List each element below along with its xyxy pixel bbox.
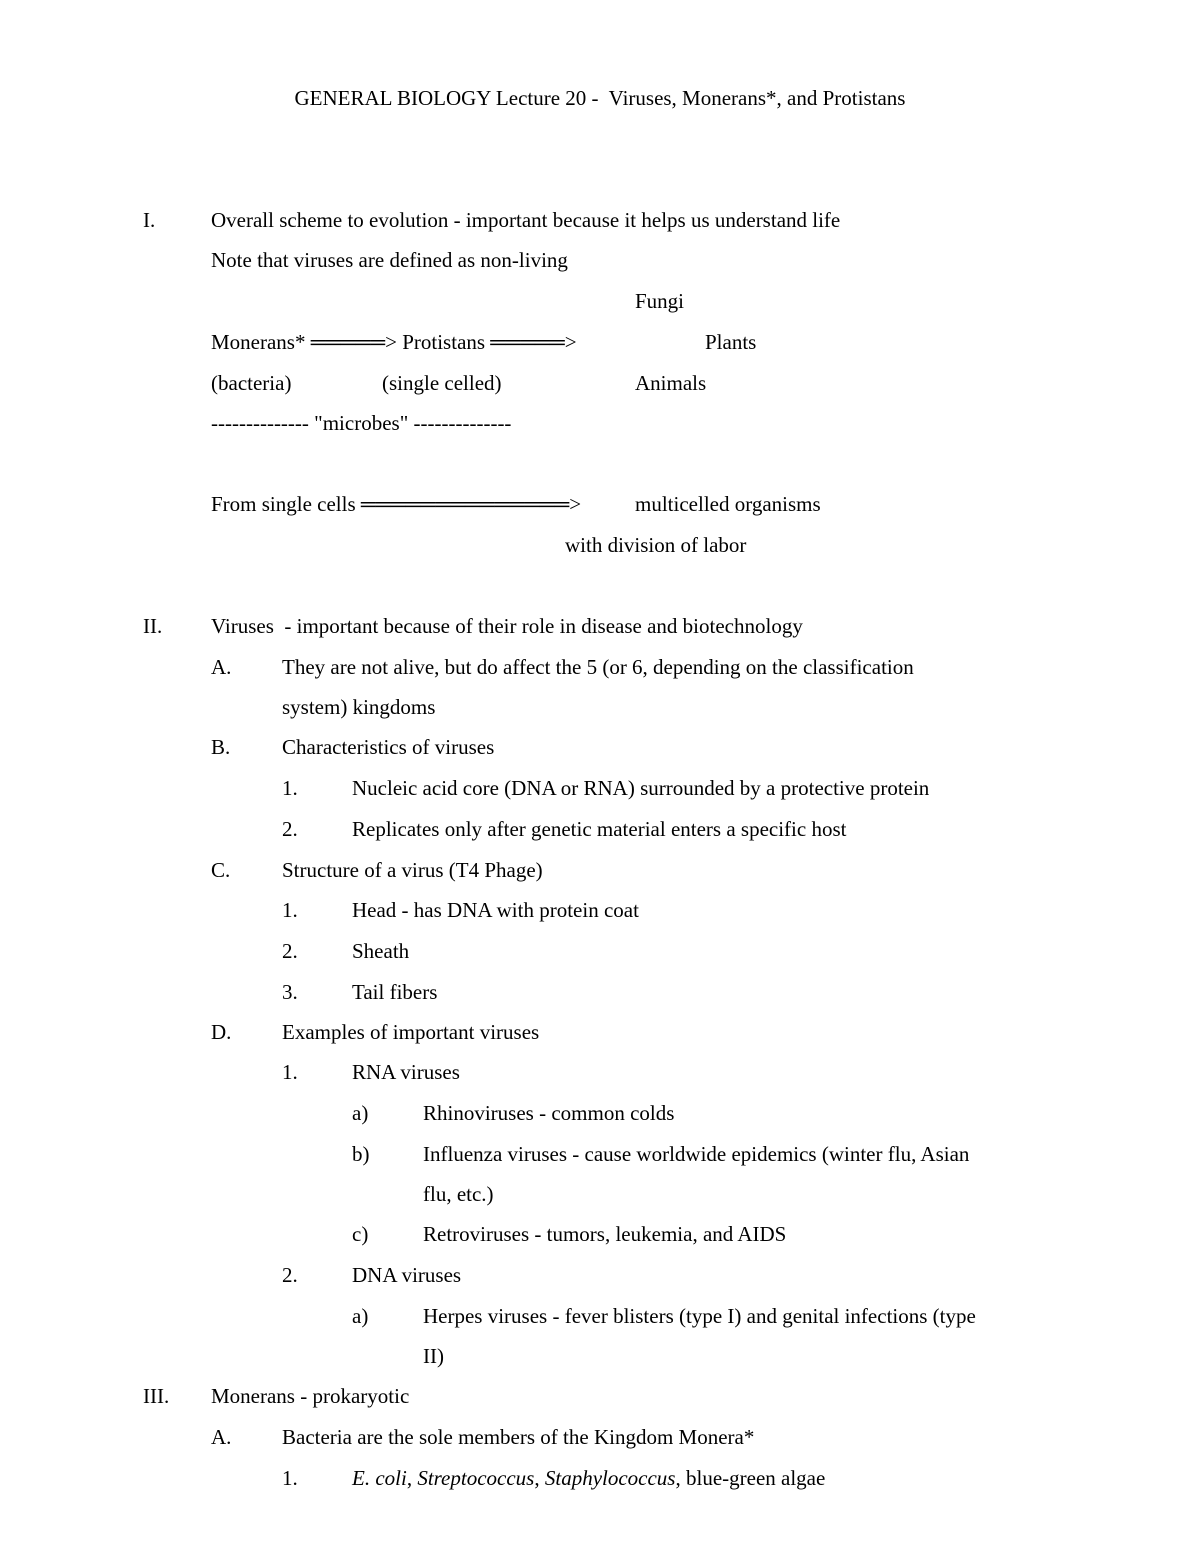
- diagram-plants: Plants: [705, 330, 757, 354]
- outline-label: A.: [211, 655, 232, 679]
- sublist-item: flu, etc.): [423, 1182, 494, 1206]
- list-item-rest: , blue-green algae: [675, 1466, 826, 1490]
- outline-text: They are not alive, but do affect the 5 (or 6, depending on the classification: [282, 655, 914, 679]
- diagram-from-single-cells: From single cells ══════════════>: [211, 492, 582, 516]
- list-item: Head - has DNA with protein coat: [352, 898, 639, 922]
- diagram-fungi: Fungi: [635, 289, 685, 313]
- outline-label: B.: [211, 735, 231, 759]
- outline-text: Examples of important viruses: [282, 1020, 540, 1044]
- section-number: I.: [143, 208, 156, 232]
- list-number: 1.: [282, 1466, 298, 1490]
- sublist-item: Retroviruses - tumors, leukemia, and AIDS: [423, 1222, 787, 1246]
- diagram-division-of-labor: with division of labor: [565, 533, 747, 557]
- separator: ,: [534, 1466, 545, 1490]
- diagram-animals: Animals: [635, 371, 707, 395]
- sublist-item: Herpes viruses - fever blisters (type I) and genital infections (type: [423, 1304, 976, 1328]
- page-title: GENERAL BIOLOGY Lecture 20 - Viruses, Monerans*, and Protistans: [294, 86, 906, 110]
- list-item: Tail fibers: [352, 980, 438, 1004]
- section-heading: Viruses - important because of their role in disease and biotechnology: [211, 614, 803, 638]
- list-item: Nucleic acid core (DNA or RNA) surrounded by a protective protein: [352, 776, 930, 800]
- sublist-letter: a): [352, 1304, 369, 1328]
- outline-label: C.: [211, 858, 231, 882]
- diagram-multicelled: multicelled organisms: [635, 492, 821, 516]
- list-item: RNA viruses: [352, 1060, 460, 1084]
- list-item: Replicates only after genetic material enters a specific host: [352, 817, 847, 841]
- diagram-bacteria: (bacteria): [211, 371, 292, 395]
- list-item: Sheath: [352, 939, 410, 963]
- outline-label: D.: [211, 1020, 232, 1044]
- list-number: 1.: [282, 898, 298, 922]
- list-number: 2.: [282, 817, 298, 841]
- outline-text: system) kingdoms: [282, 695, 436, 719]
- list-number: 3.: [282, 980, 298, 1004]
- list-number: 1.: [282, 776, 298, 800]
- outline-text: Bacteria are the sole members of the Kingdom Monera*: [282, 1425, 755, 1449]
- separator: ,: [406, 1466, 418, 1490]
- sublist-letter: a): [352, 1101, 369, 1125]
- diagram-microbes: -------------- "microbes" --------------: [211, 411, 512, 435]
- section-number: III.: [143, 1384, 170, 1408]
- list-number: 1.: [282, 1060, 298, 1084]
- diagram-monerans-arrow: Monerans* ═════> Protistans ═════>: [211, 330, 577, 354]
- sublist-letter: b): [352, 1142, 370, 1166]
- section-number: II.: [143, 614, 163, 638]
- sublist-item: Influenza viruses - cause worldwide epidemics (winter flu, Asian: [423, 1142, 970, 1166]
- species-name: Staphylococcus: [544, 1466, 676, 1490]
- list-number: 2.: [282, 939, 298, 963]
- sublist-item: Rhinoviruses - common colds: [423, 1101, 675, 1125]
- list-item: DNA viruses: [352, 1263, 462, 1287]
- sublist-item: II): [423, 1344, 444, 1368]
- outline-text: Structure of a virus (T4 Phage): [282, 858, 543, 882]
- sublist-letter: c): [352, 1222, 369, 1246]
- outline-text: Characteristics of viruses: [282, 735, 495, 759]
- list-item: [352, 1466, 825, 1490]
- diagram-single-celled: (single celled): [382, 371, 502, 395]
- species-name: Streptococcus: [417, 1466, 535, 1490]
- note-text: Note that viruses are defined as non-living: [211, 248, 568, 272]
- list-number: 2.: [282, 1263, 298, 1287]
- species-name: E. coli: [352, 1466, 407, 1490]
- outline-label: A.: [211, 1425, 232, 1449]
- section-heading: Overall scheme to evolution - important because it helps us understand life: [211, 208, 841, 232]
- section-heading: Monerans - prokaryotic: [211, 1384, 410, 1408]
